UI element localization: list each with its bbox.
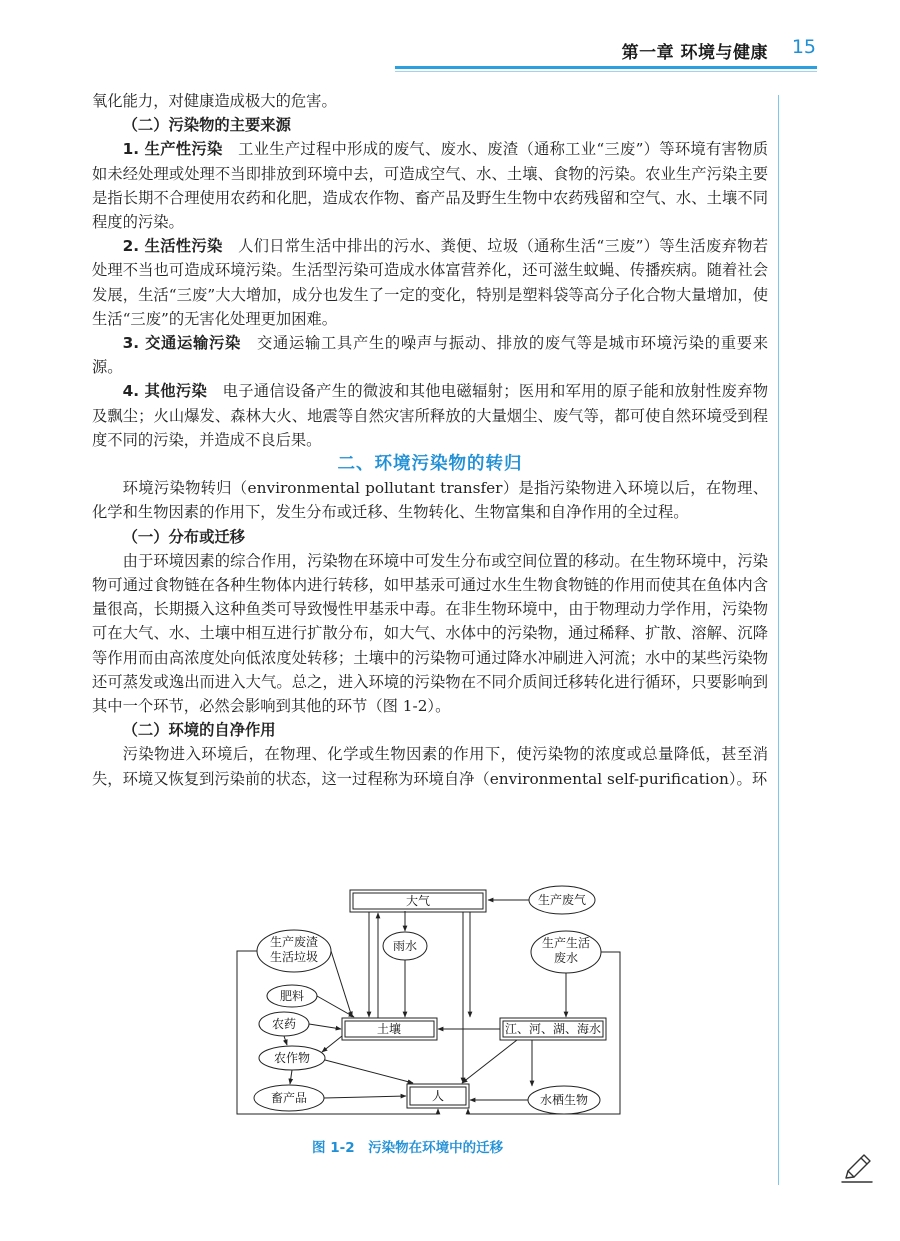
term-other: 4. 其他污染 — [122, 382, 208, 401]
label-soil: 土壤 — [376, 1022, 402, 1036]
label-waters: 江、河、湖、海水 — [504, 1022, 602, 1036]
term-production: 1. 生产性污染 — [122, 140, 223, 159]
text-living: 人们日常生活中排出的污水、粪便、垃圾（通称生活“三废”）等生活废弃物若处理不当也可造成环境污染。生活型污染可造成水体富营养化，还可滋生蚊蝇、传播疾病。随着社会发展，生活“三废”大大增加，成分也发生了一定的变化，特别是塑料袋等高分子化合物大量增加，使生活“三废”的无害化处理更加困难。 — [92, 237, 768, 328]
chapter-title: 第一章 环境与健康 — [621, 43, 768, 63]
figure-caption: 图 1-2 污染物在环境中的迁移 — [312, 1140, 504, 1156]
paragraph-transfer-definition: 环境污染物转归（environmental pollutant transfer）是指污染物进入环境以后，在物理、化学和生物因素的作用下，发生分布或迁移、生物转化、生物富集和自净作用的全过程。 — [92, 479, 768, 522]
paragraph-source-1 — [92, 137, 768, 234]
label-human: 人 — [431, 1089, 445, 1103]
header-rule-thin — [395, 71, 817, 72]
paragraph-self-purification: 污染物进入环境后，在物理、化学或生物因素的作用下，使污染物的浓度或总量降低，甚至消失，环境又恢复到污染前的状态，这一过程称为环境自净（environmental self-purification）。环 — [92, 745, 768, 788]
label-crops: 农作物 — [273, 1051, 311, 1065]
label-aquatic: 水栖生物 — [539, 1093, 589, 1107]
paragraph-source-3 — [92, 331, 768, 379]
label-pesticide: 农药 — [271, 1017, 297, 1031]
label-waste-water-2: 废水 — [553, 951, 579, 965]
paragraph-source-4 — [92, 379, 768, 452]
term-living: 2. 生活性污染 — [122, 237, 223, 256]
paragraph-intro: 氧化能力，对健康造成极大的危害。 — [92, 92, 337, 110]
label-industrial-gas: 生产废气 — [537, 893, 587, 907]
label-fertilizer: 肥料 — [279, 989, 305, 1003]
label-waste-water-1: 生产生活 — [541, 936, 591, 950]
body-text — [92, 89, 768, 791]
subheading-distribution: （一）分布或迁移 — [122, 527, 245, 546]
term-traffic: 3. 交通运输污染 — [122, 334, 242, 353]
text-production: 工业生产过程中形成的废气、废水、废渣（通称工业“三废”）等环境有害物质如未经处理或处理不当即排放到环境中去，可造成空气、水、土壤、食物的污染。农业生产污染主要是指长期不合理使用农药和化肥，造成农作物、畜产品及野生生物中农药残留和空气、水、土壤不同程度的污染。 — [92, 140, 768, 232]
pollutant-migration-diagram — [232, 878, 632, 1128]
label-rain: 雨水 — [392, 939, 418, 953]
label-atmosphere: 大气 — [405, 894, 431, 908]
pencil-icon — [838, 1148, 878, 1188]
text-traffic: 交通运输工具产生的噪声与振动、排放的废气等是城市环境污染的重要来源。 — [92, 334, 768, 377]
text-other: 电子通信设备产生的微波和其他电磁辐射；医用和军用的原子能和放射性废弃物及飘尘；火山爆发、森林大火、地震等自然灾害所释放的大量烟尘、废气等，都可使自然环境受到程度不同的污染，并造成不良后果。 — [92, 382, 768, 449]
header-rule — [395, 66, 817, 69]
label-livestock: 畜产品 — [270, 1091, 308, 1105]
label-solid-waste-2: 生活垃圾 — [269, 950, 319, 964]
section-heading-sources: （二）污染物的主要来源 — [122, 116, 291, 135]
page-number: 15 — [791, 36, 816, 58]
section-heading-transfer: 二、环境污染物的转归 — [337, 454, 523, 475]
paragraph-distribution: 由于环境因素的综合作用，污染物在环境中可发生分布或空间位置的移动。在生物环境中，污染物可通过食物链在各种生物体内进行转移，如甲基汞可通过水生生物食物链的作用而使其在鱼体内含量很高，长期摄入这种鱼类可导致慢性甲基汞中毒。在非生物环境中，由于物理动力学作用，污染物可在大气、水、土壤中相互进行扩散分布，如大气、水体中的污染物，通过稀释、扩散、溶解、沉降等作用而由高浓度处向低浓度处转移；土壤中的污染物可通过降水冲刷进入河流；水中的某些污染物还可蒸发或逸出而进入大气。总之，进入环境的污染物在不同介质间迁移转化进行循环，只要影响到其中一个环节，必然会影响到其他的环节（图 1-2）。 — [92, 551, 768, 716]
subheading-self-purification: （二）环境的自净作用 — [122, 721, 276, 740]
margin-rule — [778, 95, 779, 1185]
paragraph-source-2 — [92, 234, 768, 331]
label-solid-waste-1: 生产废渣 — [269, 935, 319, 949]
